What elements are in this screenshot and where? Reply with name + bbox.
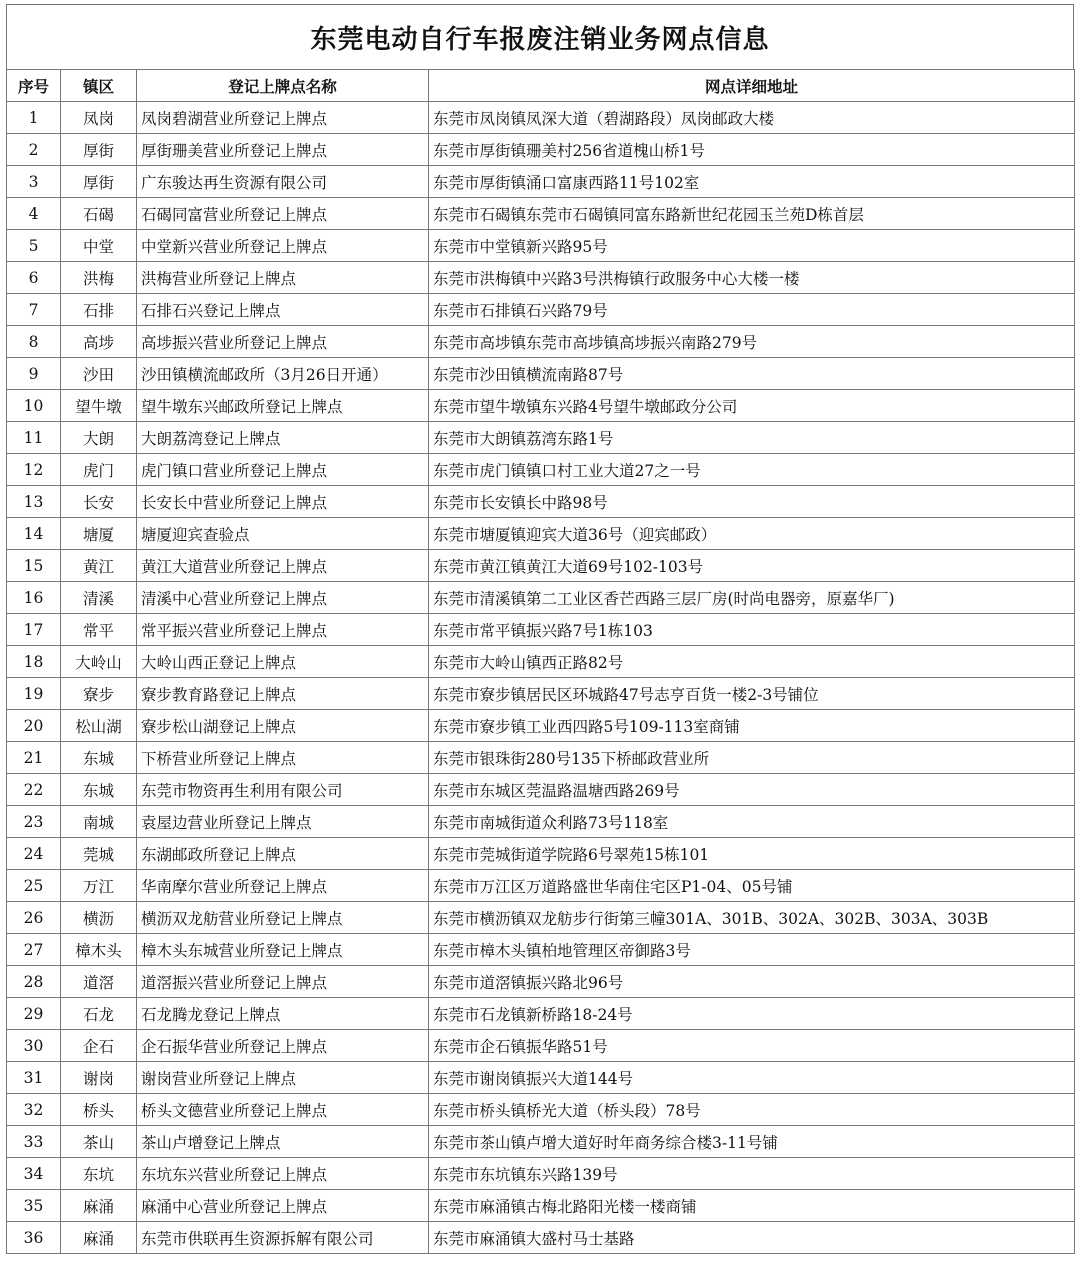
cell-outlet-name: 沙田镇横流邮政所（3月26日开通）	[137, 358, 429, 390]
title-box	[6, 4, 1074, 69]
table-row	[7, 422, 1075, 454]
table-row	[7, 454, 1075, 486]
cell-outlet-name: 大岭山西正登记上牌点	[137, 646, 429, 678]
cell-town: 石龙	[61, 998, 137, 1030]
cell-address: 东莞市企石镇振华路51号	[429, 1030, 1075, 1062]
cell-outlet-name: 塘厦迎宾查验点	[137, 518, 429, 550]
cell-outlet-name: 桥头文德营业所登记上牌点	[137, 1094, 429, 1126]
table-row	[7, 358, 1075, 390]
cell-index: 14	[7, 518, 61, 550]
cell-address: 东莞市谢岗镇振兴大道144号	[429, 1062, 1075, 1094]
cell-outlet-name: 黄江大道营业所登记上牌点	[137, 550, 429, 582]
cell-outlet-name: 下桥营业所登记上牌点	[137, 742, 429, 774]
cell-index: 33	[7, 1126, 61, 1158]
table-row	[7, 838, 1075, 870]
cell-index: 21	[7, 742, 61, 774]
table-row	[7, 806, 1075, 838]
cell-outlet-name: 企石振华营业所登记上牌点	[137, 1030, 429, 1062]
cell-outlet-name: 石龙腾龙登记上牌点	[137, 998, 429, 1030]
cell-outlet-name: 茶山卢增登记上牌点	[137, 1126, 429, 1158]
cell-town: 麻涌	[61, 1190, 137, 1222]
cell-index: 17	[7, 614, 61, 646]
cell-address: 东莞市中堂镇新兴路95号	[429, 230, 1075, 262]
cell-town: 石碣	[61, 198, 137, 230]
cell-index: 18	[7, 646, 61, 678]
cell-outlet-name: 厚街珊美营业所登记上牌点	[137, 134, 429, 166]
cell-outlet-name: 东莞市供联再生资源拆解有限公司	[137, 1222, 429, 1254]
cell-address: 东莞市厚街镇珊美村256省道槐山桥1号	[429, 134, 1075, 166]
cell-town: 长安	[61, 486, 137, 518]
cell-town: 寮步	[61, 678, 137, 710]
cell-outlet-name: 中堂新兴营业所登记上牌点	[137, 230, 429, 262]
cell-address: 东莞市黄江镇黄江大道69号102-103号	[429, 550, 1075, 582]
cell-address: 东莞市沙田镇横流南路87号	[429, 358, 1075, 390]
cell-town: 东城	[61, 774, 137, 806]
cell-town: 高埗	[61, 326, 137, 358]
cell-outlet-name: 洪梅营业所登记上牌点	[137, 262, 429, 294]
cell-index: 29	[7, 998, 61, 1030]
table-row	[7, 1158, 1075, 1190]
cell-town: 石排	[61, 294, 137, 326]
cell-outlet-name: 麻涌中心营业所登记上牌点	[137, 1190, 429, 1222]
cell-town: 道滘	[61, 966, 137, 998]
cell-address: 东莞市东城区莞温路温塘西路269号	[429, 774, 1075, 806]
cell-outlet-name: 横沥双龙舫营业所登记上牌点	[137, 902, 429, 934]
table-row	[7, 710, 1075, 742]
cell-address: 东莞市麻涌镇大盛村马士基路	[429, 1222, 1075, 1254]
cell-town: 茶山	[61, 1126, 137, 1158]
table-row	[7, 870, 1075, 902]
cell-index: 20	[7, 710, 61, 742]
cell-address: 东莞市石排镇石兴路79号	[429, 294, 1075, 326]
table-row	[7, 518, 1075, 550]
table-row	[7, 646, 1075, 678]
cell-town: 厚街	[61, 134, 137, 166]
table-row	[7, 1190, 1075, 1222]
cell-town: 麻涌	[61, 1222, 137, 1254]
table-row	[7, 1062, 1075, 1094]
cell-index: 6	[7, 262, 61, 294]
table-row	[7, 390, 1075, 422]
cell-outlet-name: 袁屋边营业所登记上牌点	[137, 806, 429, 838]
cell-index: 5	[7, 230, 61, 262]
cell-outlet-name: 谢岗营业所登记上牌点	[137, 1062, 429, 1094]
cell-town: 沙田	[61, 358, 137, 390]
cell-index: 36	[7, 1222, 61, 1254]
cell-address: 东莞市洪梅镇中兴路3号洪梅镇行政服务中心大楼一楼	[429, 262, 1075, 294]
document-sheet	[6, 4, 1074, 1254]
cell-town: 万江	[61, 870, 137, 902]
table-row	[7, 198, 1075, 230]
cell-address: 东莞市麻涌镇古梅北路阳光楼一楼商铺	[429, 1190, 1075, 1222]
cell-address: 东莞市高埗镇东莞市高埗镇高埗振兴南路279号	[429, 326, 1075, 358]
cell-town: 东城	[61, 742, 137, 774]
cell-outlet-name: 高埗振兴营业所登记上牌点	[137, 326, 429, 358]
cell-address: 东莞市清溪镇第二工业区香芒西路三层厂房(时尚电器旁，原嘉华厂)	[429, 582, 1075, 614]
cell-outlet-name: 石排石兴登记上牌点	[137, 294, 429, 326]
cell-address: 东莞市长安镇长中路98号	[429, 486, 1075, 518]
cell-outlet-name: 长安长中营业所登记上牌点	[137, 486, 429, 518]
cell-town: 望牛墩	[61, 390, 137, 422]
cell-index: 9	[7, 358, 61, 390]
cell-index: 13	[7, 486, 61, 518]
header-outlet-name: 登记上牌点名称	[137, 70, 429, 102]
cell-address: 东莞市望牛墩镇东兴路4号望牛墩邮政分公司	[429, 390, 1075, 422]
table-row	[7, 902, 1075, 934]
cell-outlet-name: 东湖邮政所登记上牌点	[137, 838, 429, 870]
cell-index: 10	[7, 390, 61, 422]
cell-town: 桥头	[61, 1094, 137, 1126]
cell-address: 东莞市南城街道众利路73号118室	[429, 806, 1075, 838]
cell-town: 松山湖	[61, 710, 137, 742]
table-row	[7, 774, 1075, 806]
cell-outlet-name: 清溪中心营业所登记上牌点	[137, 582, 429, 614]
cell-index: 2	[7, 134, 61, 166]
header-row	[7, 70, 1075, 102]
table-row	[7, 486, 1075, 518]
cell-outlet-name: 寮步松山湖登记上牌点	[137, 710, 429, 742]
cell-address: 东莞市寮步镇居民区环城路47号志亨百货一楼2-3号铺位	[429, 678, 1075, 710]
cell-index: 16	[7, 582, 61, 614]
cell-address: 东莞市凤岗镇凤深大道（碧湖路段）凤岗邮政大楼	[429, 102, 1075, 134]
table-row	[7, 1030, 1075, 1062]
table-row	[7, 582, 1075, 614]
cell-index: 27	[7, 934, 61, 966]
cell-address: 东莞市石碣镇东莞市石碣镇同富东路新世纪花园玉兰苑D栋首层	[429, 198, 1075, 230]
table-body	[7, 102, 1075, 1254]
cell-address: 东莞市横沥镇双龙舫步行街第三幢301A、301B、302A、302B、303A、303B	[429, 902, 1075, 934]
table-row	[7, 966, 1075, 998]
cell-outlet-name: 大朗荔湾登记上牌点	[137, 422, 429, 454]
cell-town: 南城	[61, 806, 137, 838]
cell-address: 东莞市茶山镇卢增大道好时年商务综合楼3-11号铺	[429, 1126, 1075, 1158]
cell-index: 3	[7, 166, 61, 198]
cell-outlet-name: 道滘振兴营业所登记上牌点	[137, 966, 429, 998]
table-row	[7, 230, 1075, 262]
cell-outlet-name: 东莞市物资再生利用有限公司	[137, 774, 429, 806]
cell-address: 东莞市厚街镇涌口富康西路11号102室	[429, 166, 1075, 198]
table-row	[7, 550, 1075, 582]
cell-index: 26	[7, 902, 61, 934]
cell-index: 34	[7, 1158, 61, 1190]
cell-outlet-name: 常平振兴营业所登记上牌点	[137, 614, 429, 646]
cell-address: 东莞市塘厦镇迎宾大道36号（迎宾邮政）	[429, 518, 1075, 550]
cell-town: 虎门	[61, 454, 137, 486]
cell-town: 黄江	[61, 550, 137, 582]
table-row	[7, 294, 1075, 326]
table-row	[7, 1222, 1075, 1254]
cell-outlet-name: 望牛墩东兴邮政所登记上牌点	[137, 390, 429, 422]
cell-address: 东莞市大岭山镇西正路82号	[429, 646, 1075, 678]
cell-town: 洪梅	[61, 262, 137, 294]
page-title: 东莞电动自行车报废注销业务网点信息	[310, 24, 770, 55]
table-row	[7, 262, 1075, 294]
cell-address: 东莞市虎门镇镇口村工业大道27之一号	[429, 454, 1075, 486]
cell-town: 大朗	[61, 422, 137, 454]
cell-index: 19	[7, 678, 61, 710]
cell-town: 塘厦	[61, 518, 137, 550]
cell-index: 25	[7, 870, 61, 902]
cell-index: 12	[7, 454, 61, 486]
cell-index: 1	[7, 102, 61, 134]
cell-town: 厚街	[61, 166, 137, 198]
cell-index: 31	[7, 1062, 61, 1094]
table-row	[7, 678, 1075, 710]
table-row	[7, 326, 1075, 358]
cell-index: 7	[7, 294, 61, 326]
cell-address: 东莞市常平镇振兴路7号1栋103	[429, 614, 1075, 646]
cell-town: 东坑	[61, 1158, 137, 1190]
cell-address: 东莞市东坑镇东兴路139号	[429, 1158, 1075, 1190]
header-town: 镇区	[61, 70, 137, 102]
cell-address: 东莞市大朗镇荔湾东路1号	[429, 422, 1075, 454]
table-row	[7, 998, 1075, 1030]
cell-address: 东莞市道滘镇振兴路北96号	[429, 966, 1075, 998]
cell-outlet-name: 石碣同富营业所登记上牌点	[137, 198, 429, 230]
cell-index: 11	[7, 422, 61, 454]
cell-index: 23	[7, 806, 61, 838]
table-row	[7, 1126, 1075, 1158]
table-row	[7, 742, 1075, 774]
cell-index: 24	[7, 838, 61, 870]
cell-outlet-name: 凤岗碧湖营业所登记上牌点	[137, 102, 429, 134]
cell-address: 东莞市寮步镇工业西四路5号109-113室商铺	[429, 710, 1075, 742]
cell-address: 东莞市桥头镇桥光大道（桥头段）78号	[429, 1094, 1075, 1126]
cell-outlet-name: 虎门镇口营业所登记上牌点	[137, 454, 429, 486]
cell-address: 东莞市莞城街道学院路6号翠苑15栋101	[429, 838, 1075, 870]
cell-address: 东莞市万江区万道路盛世华南住宅区P1-04、05号铺	[429, 870, 1075, 902]
header-address: 网点详细地址	[429, 70, 1075, 102]
cell-town: 清溪	[61, 582, 137, 614]
table-row	[7, 166, 1075, 198]
cell-address: 东莞市银珠街280号135下桥邮政营业所	[429, 742, 1075, 774]
cell-index: 8	[7, 326, 61, 358]
cell-outlet-name: 广东骏达再生资源有限公司	[137, 166, 429, 198]
cell-index: 15	[7, 550, 61, 582]
cell-outlet-name: 东坑东兴营业所登记上牌点	[137, 1158, 429, 1190]
cell-index: 32	[7, 1094, 61, 1126]
cell-index: 28	[7, 966, 61, 998]
cell-index: 22	[7, 774, 61, 806]
cell-outlet-name: 华南摩尔营业所登记上牌点	[137, 870, 429, 902]
cell-town: 横沥	[61, 902, 137, 934]
cell-town: 谢岗	[61, 1062, 137, 1094]
table-row	[7, 102, 1075, 134]
cell-town: 樟木头	[61, 934, 137, 966]
header-index: 序号	[7, 70, 61, 102]
cell-index: 35	[7, 1190, 61, 1222]
cell-town: 凤岗	[61, 102, 137, 134]
cell-town: 常平	[61, 614, 137, 646]
cell-town: 莞城	[61, 838, 137, 870]
outlet-table	[6, 69, 1075, 1254]
cell-address: 东莞市樟木头镇柏地管理区帝御路3号	[429, 934, 1075, 966]
cell-address: 东莞市石龙镇新桥路18-24号	[429, 998, 1075, 1030]
cell-town: 中堂	[61, 230, 137, 262]
table-row	[7, 1094, 1075, 1126]
cell-index: 4	[7, 198, 61, 230]
table-row	[7, 614, 1075, 646]
table-row	[7, 934, 1075, 966]
cell-town: 大岭山	[61, 646, 137, 678]
cell-town: 企石	[61, 1030, 137, 1062]
table-row	[7, 134, 1075, 166]
cell-outlet-name: 寮步教育路登记上牌点	[137, 678, 429, 710]
cell-index: 30	[7, 1030, 61, 1062]
cell-outlet-name: 樟木头东城营业所登记上牌点	[137, 934, 429, 966]
